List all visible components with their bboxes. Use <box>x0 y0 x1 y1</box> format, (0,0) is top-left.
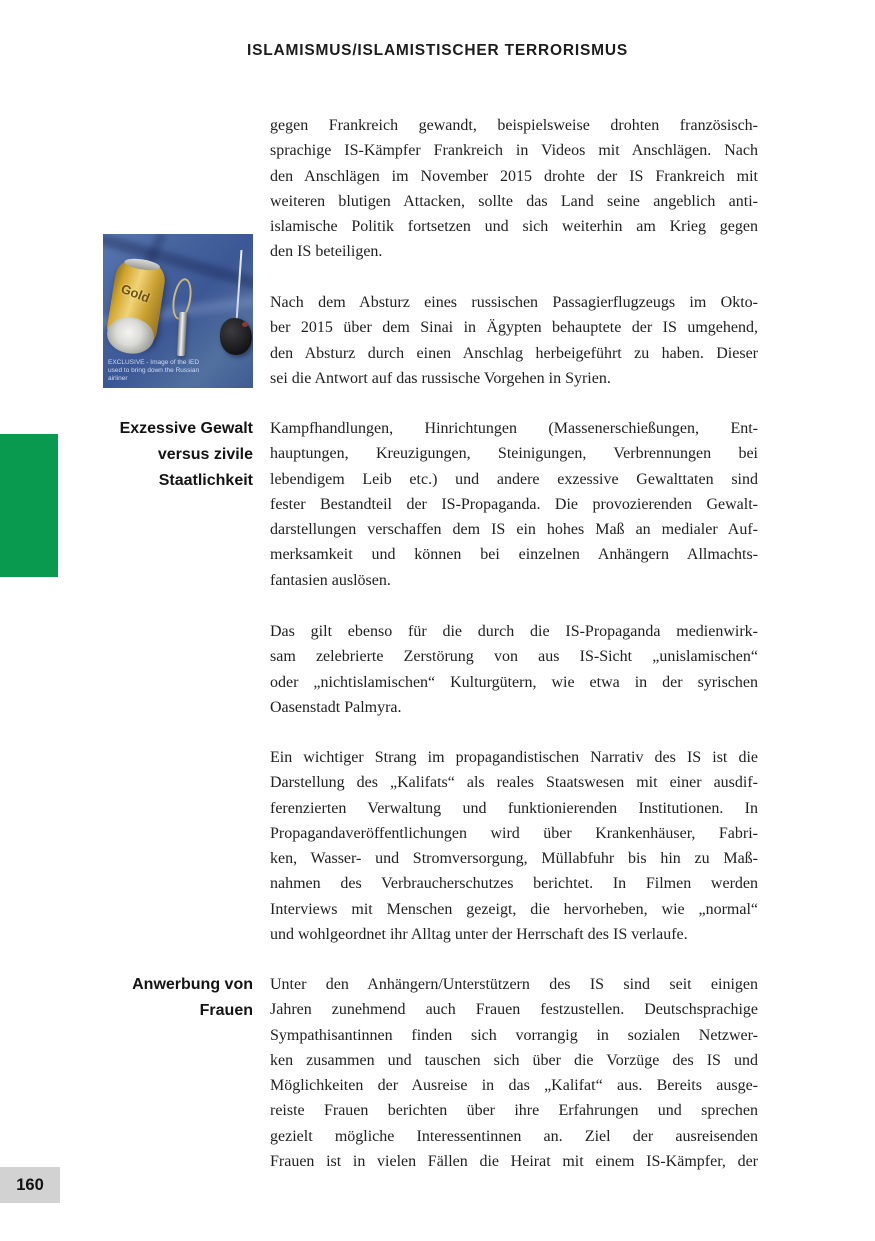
text-line: ferenzierten Verwaltung und funktionierenden Institutionen. In <box>270 799 758 817</box>
text-line: fester Bestandteil der IS-Propaganda. Die provozierenden Gewalt- <box>270 495 758 513</box>
text-line: den Absturz durch einen Anschlag herbeigeführt zu haben. Dieser <box>270 344 758 362</box>
soda-can <box>105 259 168 350</box>
text-line: Unter den Anhängern/Unterstützern des IS sind seit einigen <box>270 976 758 993</box>
photo-caption: EXCLUSIVE - Image of the IED used to bring down the Russian airliner <box>108 359 200 382</box>
margin-label-line: Frauen <box>199 1002 253 1019</box>
text-line: ken, Wasser- und Stromversorgung, Müllabfuhr bis hin zu Maß- <box>270 850 758 868</box>
text-line: und wohlgeordnet ihr Alltag unter der Herrschaft des IS verlaufe. <box>270 926 688 944</box>
text-line: sprachige IS-Kämpfer Frankreich in Videos mit Anschlägen. Nach <box>270 142 758 160</box>
text-line: lebendigem Leib etc.) und andere exzessive Gewalttaten sind <box>270 470 758 488</box>
switch-wire <box>235 250 242 322</box>
text-line: Propagandaveröffentlichungen wird über Krankenhäuser, Fabri- <box>270 824 758 842</box>
text-line: sam zelebrierte Zerstörung von aus IS-Sicht „unislamischen“ <box>270 648 758 666</box>
paragraph <box>270 745 758 947</box>
paragraph <box>270 416 758 593</box>
text-line: Das gilt ebenso für die durch die IS-Propaganda medienwirk- <box>270 623 758 640</box>
text-line: reiste Frauen berichten über ihre Erfahrungen und sprechen <box>270 1102 758 1120</box>
green-accent-bar <box>0 434 58 577</box>
can-bottom <box>104 314 156 357</box>
page-number-box <box>0 1167 60 1203</box>
margin-label-exzessive-gewalt <box>80 416 253 494</box>
text-line: nahmen des Verbraucherschutzes berichtet. In Filmen werden <box>270 875 758 893</box>
paragraph <box>270 290 758 391</box>
text-line: fantasien auslösen. <box>270 571 391 589</box>
text-line: den Anschlägen im November 2015 drohte der IS Frankreich mit <box>270 167 758 185</box>
text-line: Oasenstadt Palmyra. <box>270 698 402 716</box>
text-line: Frauen ist in vielen Fällen die Heirat mit einem IS-Kämpfer, der <box>270 1153 758 1171</box>
text-line: Darstellung des „Kalifats“ als reales Staatswesen mit einer ausdif- <box>270 774 758 792</box>
text-line: Nach dem Absturz eines russischen Passagierflugzeugs im Okto- <box>270 294 758 311</box>
paragraph <box>270 113 758 265</box>
text-line: islamische Politik fortsetzen und sich weiterhin am Krieg gegen <box>270 218 758 236</box>
switch-dot <box>242 322 248 327</box>
page-number: 160 <box>16 1175 44 1194</box>
text-line: gezielt mögliche Interessentinnen an. Ziel der ausreisenden <box>270 1127 758 1145</box>
text-line: Sympathisantinnen finden sich vorrangig in sozialen Netzwer- <box>270 1026 758 1044</box>
text-line: Jahren zunehmend auch Frauen festzustellen. Deutschsprachige <box>270 1001 758 1019</box>
paragraph <box>270 619 758 720</box>
margin-label-line: Staatlichkeit <box>158 472 253 489</box>
text-line: sei die Antwort auf das russische Vorgehen in Syrien. <box>270 369 611 387</box>
can-label: Gold <box>118 280 152 306</box>
text-line: darstellungen verschaffen dem IS ein hohes Maß an medialer Auf- <box>270 521 758 539</box>
paragraph <box>270 972 758 1174</box>
ied-photo <box>103 234 253 388</box>
margin-label-line: Anwerbung von <box>132 976 253 993</box>
text-line: Ein wichtiger Strang im propagandistischen Narrativ des IS ist die <box>270 749 758 766</box>
detonator <box>177 312 187 356</box>
page-header: ISLAMISMUS/ISLAMISTISCHER TERRORISMUS <box>247 42 628 59</box>
margin-label-anwerbung-von-frauen <box>80 972 253 1024</box>
text-line: ken zusammen und tauschen sich über die Vorzüge des IS und <box>270 1051 758 1069</box>
text-line: merksamkeit und können bei einzelnen Anhängern Allmachts- <box>270 546 758 564</box>
text-line: Möglichkeiten der Ausreise in das „Kalifat“ aus. Bereits ausge- <box>270 1077 758 1095</box>
text-line: gegen Frankreich gewandt, beispielsweise drohten französisch- <box>270 117 758 134</box>
text-line: weiteren blutigen Attacken, sollte das Land seine angeblich anti- <box>270 192 758 210</box>
text-line: Interviews mit Menschen gezeigt, die hervorheben, wie „normal“ <box>270 900 758 918</box>
margin-label-line: Exzessive Gewalt <box>119 420 253 437</box>
text-line: oder „nichtislamischen“ Kulturgütern, wie etwa in der syrischen <box>270 673 758 691</box>
text-line: ber 2015 über dem Sinai in Ägypten behauptete der IS umgehend, <box>270 319 758 337</box>
margin-label-line: versus zivile <box>157 446 253 463</box>
text-line: Kampfhandlungen, Hinrichtungen (Massenerschießungen, Ent- <box>270 420 758 437</box>
text-line: hauptungen, Kreuzigungen, Steinigungen, Verbrennungen bei <box>270 445 758 463</box>
text-line: den IS beteiligen. <box>270 243 383 261</box>
